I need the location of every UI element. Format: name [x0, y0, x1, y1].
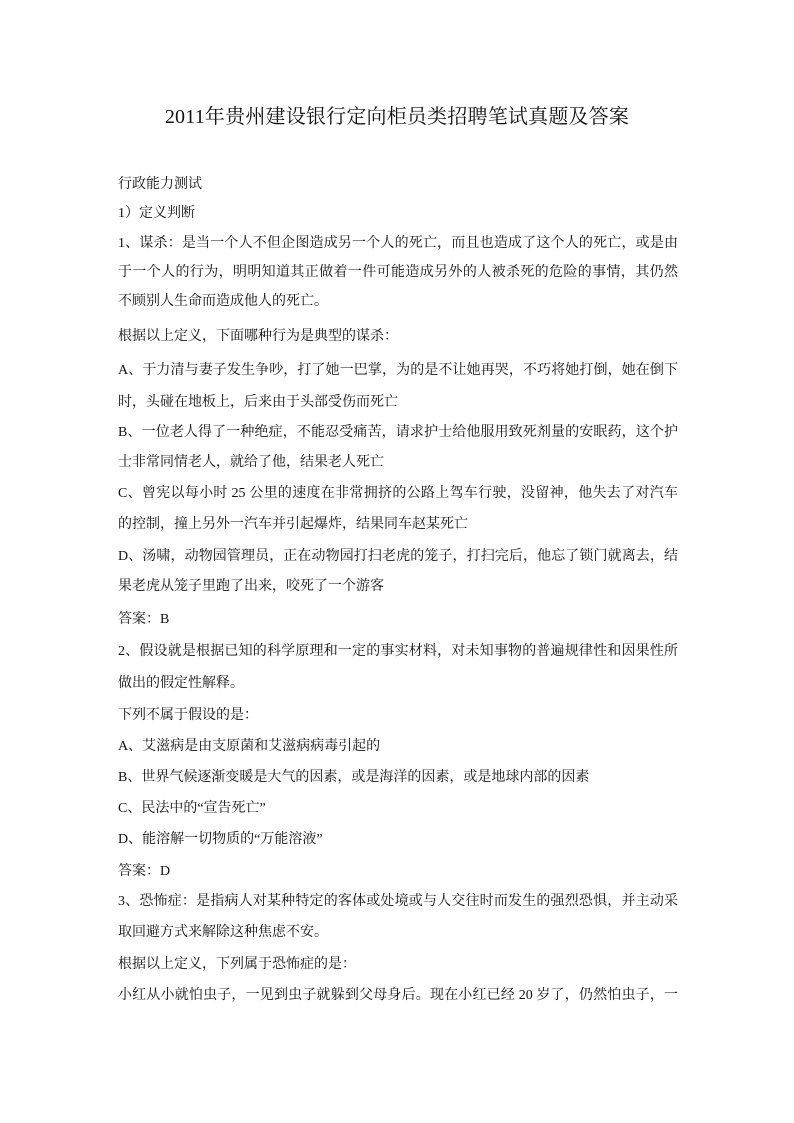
- q1-option-c-line-1: C、曾宪以每小时 25 公里的速度在非常拥挤的公路上驾车行驶，没留神，他失去了对汽车: [118, 486, 678, 501]
- q1-stem-line-3: 不顾别人生命而造成他人的死亡。: [118, 294, 328, 309]
- q1-option-d-line-1: D、汤啸，动物园管理员，正在动物园打扫老虎的笼子，打扫完后，他忘了锁门就离去，结: [118, 549, 678, 564]
- q2-stem-line-2: 做出的假定性解释。: [118, 676, 244, 691]
- q1-stem-line-1: 1、谋杀：是当一个人不但企图造成另一个人的死亡，而且也造成了这个人的死亡，或是由: [118, 236, 678, 251]
- q1-option-b-line-2: 士非常同情老人，就给了他，结果老人死亡: [118, 455, 384, 470]
- q3-stem-line-2: 取回避方式来解除这种焦虑不安。: [118, 925, 328, 940]
- q1-option-b-line-1: B、一位老人得了一种绝症，不能忍受痛苦，请求护士给他服用致死剂量的安眠药，这个护: [118, 425, 678, 440]
- q2-option-c: C、民法中的“宣告死亡”: [118, 801, 266, 816]
- section-heading: 行政能力测试: [118, 177, 202, 192]
- q1-answer: 答案：B: [118, 612, 170, 627]
- q3-stem-line-1: 3、恐怖症：是指病人对某种特定的客体或处境或与人交往时而发生的强烈恐惧，并主动采: [118, 894, 678, 909]
- q1-option-a-line-2: 时，头碰在地板上，后来由于头部受伤而死亡: [118, 395, 398, 410]
- q2-option-d: D、能溶解一切物质的“万能溶液”: [118, 832, 323, 847]
- q2-prompt: 下列不属于假设的是：: [118, 708, 258, 723]
- document-title: 2011年贵州建设银行定向柜员类招聘笔试真题及答案: [164, 106, 630, 128]
- subsection-heading: 1）定义判断: [118, 206, 195, 221]
- q2-option-a: A、艾滋病是由支原菌和艾滋病病毒引起的: [118, 739, 381, 754]
- q3-option-a-line-1: 小红从小就怕虫子，一见到虫子就躲到父母身后。现在小红已经 20 岁了，仍然怕虫子，一: [118, 988, 678, 1003]
- q2-stem-line-1: 2、假设就是根据已知的科学原理和一定的事实材料，对未知事物的普遍规律性和因果性所: [118, 644, 678, 659]
- q1-option-d-line-2: 果老虎从笼子里跑了出来，咬死了一个游客: [118, 579, 384, 594]
- q2-answer: 答案：D: [118, 864, 171, 879]
- q3-prompt: 根据以上定义，下列属于恐怖症的是：: [118, 957, 356, 972]
- q2-option-b: B、世界气候逐渐变暖是大气的因素，或是海洋的因素，或是地球内部的因素: [118, 770, 590, 785]
- q1-prompt: 根据以上定义，下面哪种行为是典型的谋杀：: [118, 329, 398, 344]
- q1-stem-line-2: 于一个人的行为，明明知道其正做着一件可能造成另外的人被杀死的危险的事情，其仍然: [118, 265, 678, 280]
- q1-option-c-line-2: 的控制，撞上另外一汽车并引起爆炸，结果同车赵某死亡: [118, 517, 468, 532]
- q1-option-a-line-1: A、于力清与妻子发生争吵，打了她一巴掌，为的是不让她再哭，不巧将她打倒，她在倒下: [118, 363, 678, 378]
